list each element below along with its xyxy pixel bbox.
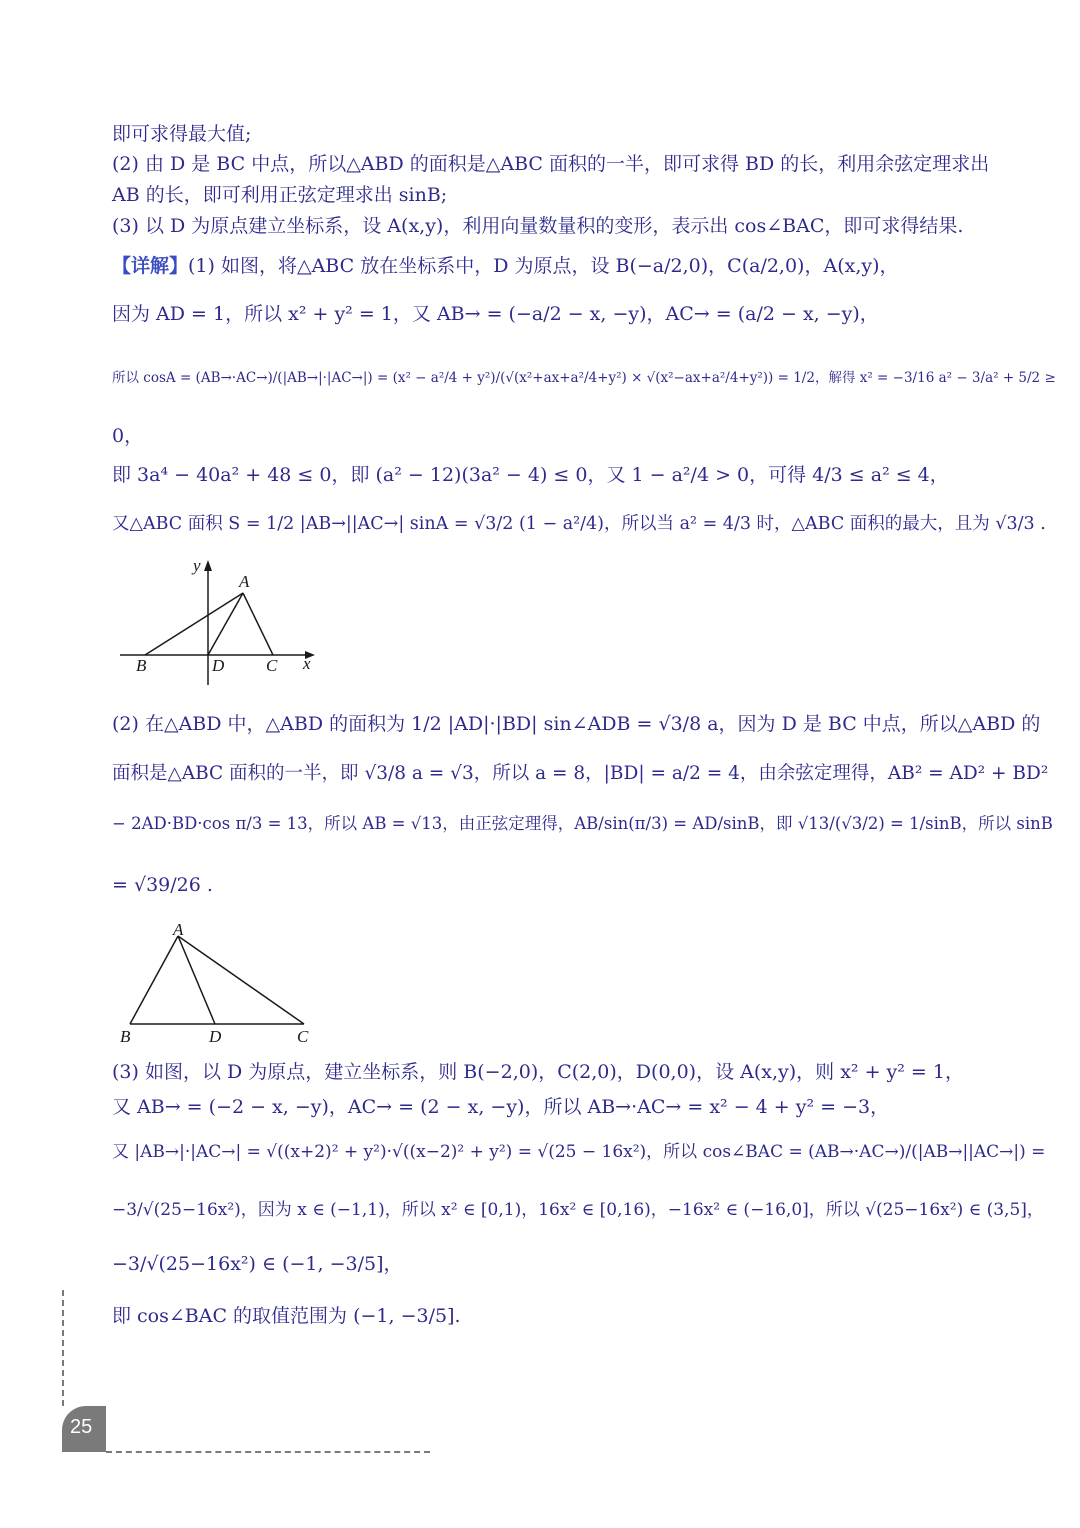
line-12: 面积是△ABC 面积的一半，即 √3/8 a = √3，所以 a = 8，|BD| = a/2 = 4，由余弦定理得，AB² = AD² + BD²	[112, 763, 1049, 784]
line-6: 因为 AD = 1，所以 x² + y² = 1，又 AB→ = (−a/2 − x, −y)，AC→ = (a/2 − x, −y)，	[112, 303, 879, 325]
label-d: D	[209, 1027, 222, 1046]
line-14: = √39/26 .	[112, 874, 213, 896]
line-13: − 2AD·BD·cos π/3 = 13，所以 AB = √13，由正弦定理得，AB/sin(π/3) = AD/sinB，即 √13/(√3/2) = 1/sinB，所以 sinB	[112, 814, 1053, 833]
y-axis-arrow	[204, 560, 212, 571]
label-b: B	[120, 1027, 131, 1046]
label-x: x	[303, 654, 311, 673]
side-ab	[130, 936, 178, 1024]
line-7: 所以 cosA = (AB→·AC→)/(|AB→|·|AC→|) = (x² − a²/4 + y²)/(√(x²+ax+a²/4+y²) × √(x²−ax+a²/4+y²)) = 1/2，解得 x² = −3/16 a² − 3/a² + 5/2 ≥	[112, 370, 1056, 386]
label-a: A	[173, 920, 184, 939]
detail-tag: 【详解】	[112, 255, 189, 277]
line-3: AB 的长，即可利用正弦定理求出 sinB;	[112, 184, 448, 206]
label-c: C	[266, 656, 278, 675]
label-a: A	[239, 572, 250, 591]
line-17: 又 |AB→|·|AC→| = √((x+2)² + y²)·√((x−2)² + y²) = √(25 − 16x²)，所以 cos∠BAC = (AB→·AC→)/(|AB→||AC→|) =	[112, 1142, 1046, 1162]
detail-line	[112, 254, 899, 278]
side-ba	[145, 593, 243, 655]
line-19: −3/√(25−16x²) ∈ (−1, −3/5]，	[112, 1253, 403, 1275]
side-ca	[243, 593, 273, 655]
line-16: 又 AB→ = (−2 − x, −y)，AC→ = (2 − x, −y)，所以 AB→·AC→ = x² − 4 + y² = −3，	[112, 1096, 890, 1118]
side-da	[208, 593, 243, 655]
line-8: 0，	[112, 425, 144, 447]
label-c: C	[297, 1027, 309, 1046]
line-15: (3) 如图，以 D 为原点，建立坐标系，则 B(−2,0)，C(2,0)，D(0,0)，设 A(x,y)，则 x² + y² = 1，	[112, 1061, 964, 1083]
line-5: (1) 如图，将△ABC 放在坐标系中，D 为原点，设 B(−a/2,0)，C(a/2,0)，A(x,y)，	[188, 255, 899, 277]
figure-1-svg	[115, 555, 325, 690]
label-d: D	[212, 656, 225, 675]
line-20: 即 cos∠BAC 的取值范围为 (−1, −3/5].	[112, 1305, 461, 1327]
label-y: y	[193, 556, 201, 575]
line-2: (2) 由 D 是 BC 中点，所以△ABD 的面积是△ABC 面积的一半，即可求得 BD 的长，利用余弦定理求出	[112, 153, 990, 175]
page-number: 25	[70, 1416, 93, 1438]
line-10: 又△ABC 面积 S = 1/2 |AB→||AC→| sinA = √3/2 (1 − a²/4)，所以当 a² = 4/3 时，△ABC 面积的最大，且为 √3/3 .	[112, 514, 1046, 534]
figure-2-svg	[112, 918, 322, 1048]
page-border-horizontal	[106, 1451, 430, 1453]
line-11: (2) 在△ABD 中，△ABD 的面积为 1/2 |AD|·|BD| sin∠ADB = √3/8 a，因为 D 是 BC 中点，所以△ABD 的	[112, 713, 1041, 735]
line-18: −3/√(25−16x²)，因为 x ∈ (−1,1)，所以 x² ∈ [0,1)，16x² ∈ [0,16)，−16x² ∈ (−16,0]，所以 √(25−16x²) ∈ (3,5]，	[112, 1200, 1044, 1220]
page-border-vertical	[62, 1290, 64, 1406]
figure-coordinate-triangle	[115, 555, 325, 690]
line-1: 即可求得最大值;	[112, 123, 252, 145]
line-4: (3) 以 D 为原点建立坐标系，设 A(x,y)，利用向量数量积的变形，表示出 cos∠BAC，即可求得结果.	[112, 215, 964, 237]
figure-triangle-median	[112, 918, 322, 1048]
label-b: B	[136, 656, 147, 675]
line-9: 即 3a⁴ − 40a² + 48 ≤ 0，即 (a² − 12)(3a² − 4) ≤ 0，又 1 − a²/4 > 0，可得 4/3 ≤ a² ≤ 4，	[112, 464, 949, 486]
